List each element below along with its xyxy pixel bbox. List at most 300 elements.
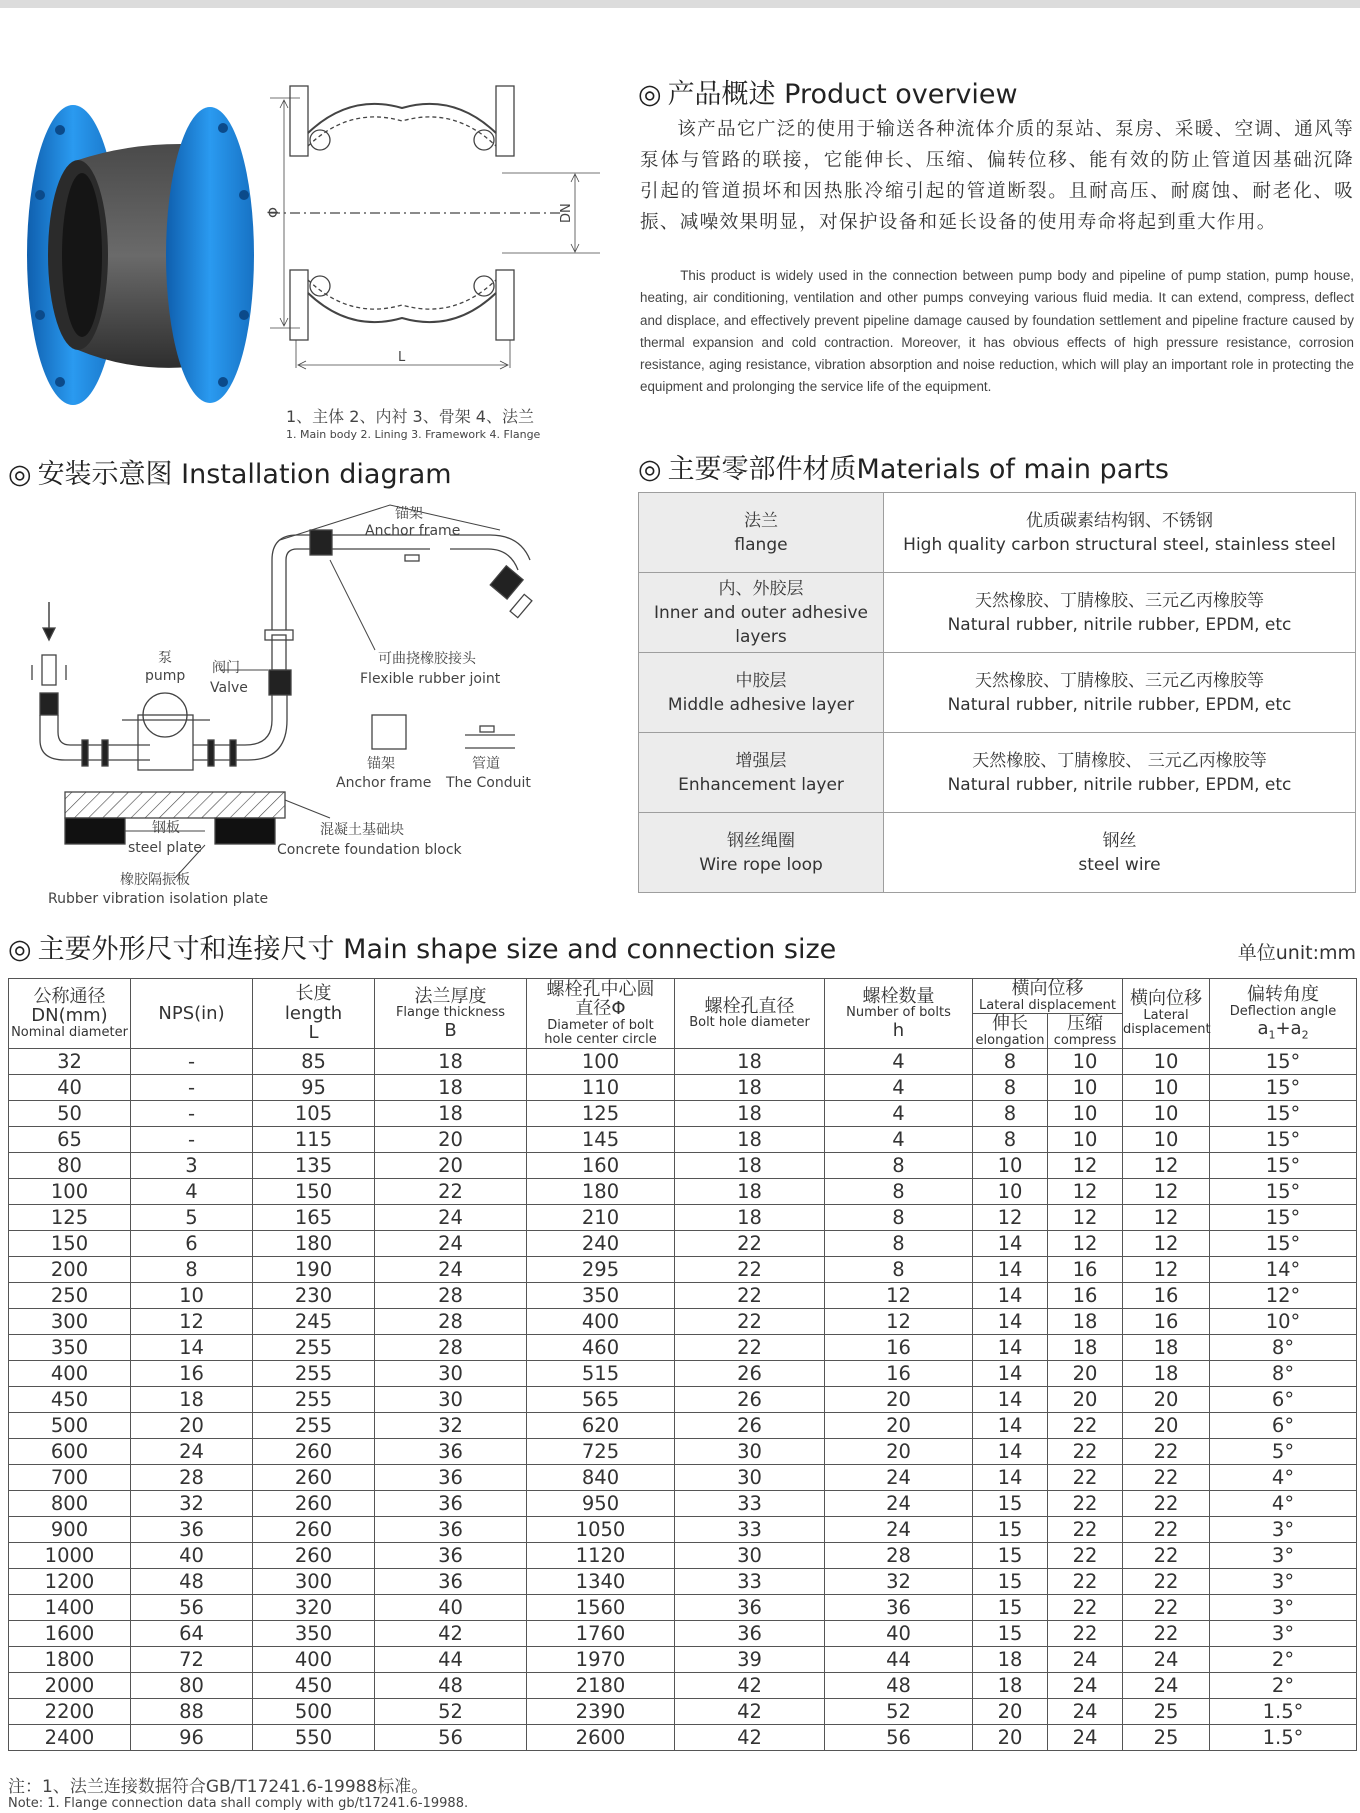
table-cell: 8 xyxy=(825,1257,973,1283)
table-cell: 6° xyxy=(1210,1413,1357,1439)
material-part: 钢丝绳圈 Wire rope loop xyxy=(639,813,884,893)
table-cell: 2000 xyxy=(9,1673,131,1699)
table-cell: 200 xyxy=(9,1257,131,1283)
table-cell: 32 xyxy=(375,1413,527,1439)
table-cell: 36 xyxy=(375,1465,527,1491)
table-cell: 14 xyxy=(973,1465,1048,1491)
table-cell: 5 xyxy=(131,1205,253,1231)
table-cell: 20 xyxy=(131,1413,253,1439)
table-cell: 33 xyxy=(675,1569,825,1595)
material-row xyxy=(639,493,1356,573)
table-cell: 40 xyxy=(375,1595,527,1621)
table-cell: 39 xyxy=(675,1647,825,1673)
table-cell: 22 xyxy=(1123,1517,1210,1543)
table-cell: 16 xyxy=(825,1361,973,1387)
table-cell: 28 xyxy=(375,1283,527,1309)
material-row xyxy=(639,733,1356,813)
table-cell: 1200 xyxy=(9,1569,131,1595)
table-row xyxy=(9,1595,1357,1621)
table-cell: 350 xyxy=(9,1335,131,1361)
table-cell: 80 xyxy=(9,1153,131,1179)
table-cell: 4 xyxy=(825,1075,973,1101)
table-cell: 4 xyxy=(825,1049,973,1075)
table-cell: 18 xyxy=(675,1101,825,1127)
table-cell: 15° xyxy=(1210,1127,1357,1153)
table-cell: 300 xyxy=(9,1309,131,1335)
table-cell: 2° xyxy=(1210,1673,1357,1699)
table-cell: 14 xyxy=(973,1335,1048,1361)
table-cell: 950 xyxy=(527,1491,675,1517)
table-cell: 56 xyxy=(825,1725,973,1751)
table-cell: 30 xyxy=(675,1543,825,1569)
drawing-caption-zh: 1、主体 2、内衬 3、骨架 4、法兰 xyxy=(286,407,534,426)
table-cell: 22 xyxy=(1048,1465,1123,1491)
table-row xyxy=(9,1205,1357,1231)
table-cell: 15 xyxy=(973,1543,1048,1569)
table-cell: 22 xyxy=(1048,1517,1123,1543)
table-cell: 36 xyxy=(375,1517,527,1543)
table-cell: 100 xyxy=(527,1049,675,1075)
table-cell: 10 xyxy=(1123,1049,1210,1075)
anchor2-label-en: Anchor frame xyxy=(336,775,432,791)
table-cell: 3 xyxy=(131,1153,253,1179)
table-cell: 12 xyxy=(1123,1231,1210,1257)
product-photo xyxy=(18,100,258,420)
table-cell: 12 xyxy=(973,1205,1048,1231)
table-cell: 12 xyxy=(1048,1179,1123,1205)
table-cell: 260 xyxy=(253,1465,375,1491)
table-cell: 26 xyxy=(675,1361,825,1387)
table-cell: 36 xyxy=(675,1595,825,1621)
table-cell: 18 xyxy=(131,1387,253,1413)
table-cell: 95 xyxy=(253,1075,375,1101)
table-cell: 48 xyxy=(131,1569,253,1595)
table-cell: 400 xyxy=(253,1647,375,1673)
table-cell: 22 xyxy=(675,1335,825,1361)
pump-label-zh: 泵 xyxy=(158,650,172,666)
table-cell: - xyxy=(131,1127,253,1153)
table-row xyxy=(9,1127,1357,1153)
conduit-label-en: The Conduit xyxy=(446,775,531,791)
table-cell: - xyxy=(131,1049,253,1075)
table-cell: 56 xyxy=(131,1595,253,1621)
table-cell: 4 xyxy=(131,1179,253,1205)
table-cell: 24 xyxy=(375,1257,527,1283)
overview-zh: 该产品它广泛的使用于输送各种流体介质的泵站、泵房、采暖、空调、通风等泵体与管路的联接，它能伸长、压缩、偏转位移、能有效的防止管道因基础沉降引起的管道损坏和因热胀冷缩引起的管道断裂。且耐高压、耐腐蚀、耐老化、吸振、减噪效果明显，对保护设备和延长设备的使用寿命将起到重大作用。 xyxy=(640,119,1354,233)
table-cell: 15 xyxy=(973,1595,1048,1621)
table-cell: 28 xyxy=(375,1335,527,1361)
table-cell: 840 xyxy=(527,1465,675,1491)
table-cell: 3° xyxy=(1210,1569,1357,1595)
table-cell: 6° xyxy=(1210,1387,1357,1413)
table-cell: 42 xyxy=(675,1673,825,1699)
table-cell: 400 xyxy=(9,1361,131,1387)
table-cell: 22 xyxy=(675,1309,825,1335)
table-cell: 15° xyxy=(1210,1179,1357,1205)
table-cell: 16 xyxy=(1048,1257,1123,1283)
table-cell: 18 xyxy=(1048,1335,1123,1361)
table-cell: 20 xyxy=(825,1413,973,1439)
table-cell: 8 xyxy=(973,1049,1048,1075)
table-cell: 22 xyxy=(1048,1595,1123,1621)
table-cell: 260 xyxy=(253,1517,375,1543)
table-cell: 32 xyxy=(9,1049,131,1075)
table-cell: 450 xyxy=(253,1673,375,1699)
install-title: ◎ 安装示意图 Installation diagram xyxy=(8,459,452,490)
table-cell: 150 xyxy=(9,1231,131,1257)
table-cell: 42 xyxy=(675,1699,825,1725)
table-cell: 300 xyxy=(253,1569,375,1595)
table-cell: 18 xyxy=(1123,1335,1210,1361)
table-cell: 65 xyxy=(9,1127,131,1153)
table-row xyxy=(9,1647,1357,1673)
table-cell: 10 xyxy=(1048,1049,1123,1075)
table-cell: 18 xyxy=(675,1075,825,1101)
table-cell: 2200 xyxy=(9,1699,131,1725)
table-cell: 135 xyxy=(253,1153,375,1179)
table-row xyxy=(9,1491,1357,1517)
table-cell: 10 xyxy=(973,1153,1048,1179)
table-cell: 8 xyxy=(973,1101,1048,1127)
table-cell: 24 xyxy=(1048,1673,1123,1699)
table-cell: 24 xyxy=(825,1465,973,1491)
table-cell: 28 xyxy=(375,1309,527,1335)
table-cell: 1760 xyxy=(527,1621,675,1647)
table-cell: 12 xyxy=(1048,1205,1123,1231)
table-cell: 14 xyxy=(973,1283,1048,1309)
table-cell: 3° xyxy=(1210,1595,1357,1621)
material-row xyxy=(639,813,1356,893)
materials-table xyxy=(638,492,1356,893)
table-row xyxy=(9,1621,1357,1647)
table-cell: 400 xyxy=(527,1309,675,1335)
table-cell: 125 xyxy=(9,1205,131,1231)
table-cell: 18 xyxy=(973,1673,1048,1699)
table-cell: 20 xyxy=(1123,1387,1210,1413)
table-cell: 255 xyxy=(253,1413,375,1439)
material-value: 天然橡胶、丁腈橡胶、 三元乙丙橡胶等 Natural rubber, nitrile rubber, EPDM, etc xyxy=(884,733,1356,813)
table-cell: 700 xyxy=(9,1465,131,1491)
table-row xyxy=(9,1439,1357,1465)
table-cell: 20 xyxy=(825,1439,973,1465)
table-cell: 72 xyxy=(131,1647,253,1673)
table-cell: 145 xyxy=(527,1127,675,1153)
table-cell: 20 xyxy=(1123,1413,1210,1439)
table-row xyxy=(9,1101,1357,1127)
table-cell: 18 xyxy=(675,1127,825,1153)
table-cell: 24 xyxy=(1048,1725,1123,1751)
table-cell: 10° xyxy=(1210,1309,1357,1335)
phi-label: Φ xyxy=(266,206,282,218)
table-cell: 15° xyxy=(1210,1049,1357,1075)
col-flange-thickness: 法兰厚度 Flange thickness B xyxy=(375,979,527,1049)
table-cell: 20 xyxy=(973,1725,1048,1751)
table-cell: 22 xyxy=(1123,1595,1210,1621)
table-cell: 450 xyxy=(9,1387,131,1413)
title-mark-icon: ◎ xyxy=(638,454,662,485)
col-dn: 公称通径 DN(mm) Nominal diameter xyxy=(9,979,131,1049)
table-cell: 1.5° xyxy=(1210,1725,1357,1751)
table-cell: 3° xyxy=(1210,1621,1357,1647)
table-cell: 500 xyxy=(9,1413,131,1439)
materials-title: ◎ 主要零部件材质Materials of main parts xyxy=(638,454,1169,485)
table-cell: 3° xyxy=(1210,1543,1357,1569)
table-cell: 25 xyxy=(1123,1725,1210,1751)
table-cell: 12 xyxy=(1048,1153,1123,1179)
table-cell: 26 xyxy=(675,1413,825,1439)
table-cell: 22 xyxy=(1123,1621,1210,1647)
table-cell: 18 xyxy=(675,1205,825,1231)
overview-title: ◎ 产品概述 Product overview xyxy=(638,79,1018,110)
table-cell: 22 xyxy=(1048,1491,1123,1517)
table-row xyxy=(9,1075,1357,1101)
table-cell: 88 xyxy=(131,1699,253,1725)
table-cell: 4 xyxy=(825,1127,973,1153)
table-cell: 16 xyxy=(131,1361,253,1387)
table-cell: 100 xyxy=(9,1179,131,1205)
table-cell: 52 xyxy=(825,1699,973,1725)
table-row xyxy=(9,1465,1357,1491)
table-cell: 12 xyxy=(1123,1205,1210,1231)
table-cell: 42 xyxy=(675,1725,825,1751)
table-cell: 4° xyxy=(1210,1465,1357,1491)
table-cell: 125 xyxy=(527,1101,675,1127)
drawing-caption-en: 1. Main body 2. Lining 3. Framework 4. Flange xyxy=(286,428,541,441)
col-lateral: 横向位移 Lateral displacement xyxy=(1123,979,1210,1049)
table-cell: 18 xyxy=(1048,1309,1123,1335)
table-row xyxy=(9,1543,1357,1569)
col-compress: 压缩 compress xyxy=(1048,1014,1123,1049)
table-cell: 14° xyxy=(1210,1257,1357,1283)
table-cell: 52 xyxy=(375,1699,527,1725)
table-cell: 30 xyxy=(375,1361,527,1387)
table-cell: 14 xyxy=(973,1439,1048,1465)
table-cell: 14 xyxy=(973,1413,1048,1439)
table-cell: 80 xyxy=(131,1673,253,1699)
table-cell: 12° xyxy=(1210,1283,1357,1309)
table-cell: 22 xyxy=(1123,1569,1210,1595)
table-cell: 15° xyxy=(1210,1101,1357,1127)
table-cell: 350 xyxy=(527,1283,675,1309)
table-row xyxy=(9,1283,1357,1309)
table-cell: 460 xyxy=(527,1335,675,1361)
table-cell: 320 xyxy=(253,1595,375,1621)
steel-plate-label-en: steel plate xyxy=(128,840,202,856)
table-cell: 105 xyxy=(253,1101,375,1127)
table-cell: 36 xyxy=(825,1595,973,1621)
table-cell: 255 xyxy=(253,1387,375,1413)
material-value: 钢丝 steel wire xyxy=(884,813,1356,893)
table-cell: 18 xyxy=(375,1101,527,1127)
rubber-plate-label-en: Rubber vibration isolation plate xyxy=(48,891,269,907)
table-cell: 22 xyxy=(1123,1465,1210,1491)
material-part: 中胶层 Middle adhesive layer xyxy=(639,653,884,733)
table-row xyxy=(9,1387,1357,1413)
table-cell: 8 xyxy=(131,1257,253,1283)
table-cell: 565 xyxy=(527,1387,675,1413)
table-cell: 85 xyxy=(253,1049,375,1075)
table-cell: 16 xyxy=(825,1335,973,1361)
table-cell: 150 xyxy=(253,1179,375,1205)
table-cell: 8 xyxy=(825,1153,973,1179)
table-row xyxy=(9,1725,1357,1751)
table-cell: 15 xyxy=(973,1517,1048,1543)
table-cell: 115 xyxy=(253,1127,375,1153)
table-cell: 25 xyxy=(1123,1699,1210,1725)
table-cell: 18 xyxy=(375,1049,527,1075)
table-cell: 260 xyxy=(253,1491,375,1517)
col-nps: NPS(in) xyxy=(131,979,253,1049)
table-cell: 44 xyxy=(825,1647,973,1673)
table-cell: 10 xyxy=(1048,1101,1123,1127)
table-cell: 260 xyxy=(253,1439,375,1465)
material-value: 天然橡胶、丁腈橡胶、三元乙丙橡胶等 Natural rubber, nitrile rubber, EPDM, etc xyxy=(884,573,1356,653)
table-cell: 22 xyxy=(1123,1439,1210,1465)
note-zh: 注：1、法兰连接数据符合GB/T17241.6-19988标准。 xyxy=(8,1777,429,1797)
table-cell: 12 xyxy=(1048,1231,1123,1257)
table-cell: 210 xyxy=(527,1205,675,1231)
table-cell: 10 xyxy=(973,1179,1048,1205)
table-cell: 1400 xyxy=(9,1595,131,1621)
table-cell: 15 xyxy=(973,1569,1048,1595)
dn-label: DN xyxy=(559,203,574,223)
table-cell: 14 xyxy=(973,1231,1048,1257)
table-cell: 245 xyxy=(253,1309,375,1335)
table-cell: 190 xyxy=(253,1257,375,1283)
table-cell: - xyxy=(131,1101,253,1127)
steel-plate-label-zh: 钢板 xyxy=(152,820,180,836)
dims-title: ◎ 主要外形尺寸和连接尺寸 Main shape size and connection size xyxy=(8,934,837,965)
table-cell: 1800 xyxy=(9,1647,131,1673)
concrete-label-zh: 混凝土基础块 xyxy=(320,822,404,838)
table-cell: 8 xyxy=(973,1127,1048,1153)
table-cell: 12 xyxy=(825,1283,973,1309)
table-cell: 30 xyxy=(675,1465,825,1491)
table-cell: 1.5° xyxy=(1210,1699,1357,1725)
table-cell: 24 xyxy=(1048,1647,1123,1673)
table-cell: 180 xyxy=(253,1231,375,1257)
table-cell: 15° xyxy=(1210,1205,1357,1231)
table-cell: 5° xyxy=(1210,1439,1357,1465)
material-row xyxy=(639,653,1356,733)
table-cell: 8 xyxy=(825,1205,973,1231)
table-cell: 8° xyxy=(1210,1335,1357,1361)
table-row xyxy=(9,1361,1357,1387)
table-cell: 620 xyxy=(527,1413,675,1439)
table-cell: - xyxy=(131,1075,253,1101)
table-cell: 22 xyxy=(675,1231,825,1257)
table-cell: 350 xyxy=(253,1621,375,1647)
table-cell: 30 xyxy=(675,1439,825,1465)
col-length: 长度 length L xyxy=(253,979,375,1049)
table-cell: 15 xyxy=(973,1491,1048,1517)
table-row xyxy=(9,1699,1357,1725)
material-value: 天然橡胶、丁腈橡胶、三元乙丙橡胶等 Natural rubber, nitrile rubber, EPDM, etc xyxy=(884,653,1356,733)
table-cell: 24 xyxy=(131,1439,253,1465)
table-cell: 15° xyxy=(1210,1075,1357,1101)
table-cell: 15° xyxy=(1210,1231,1357,1257)
table-cell: 26 xyxy=(675,1387,825,1413)
conduit-label-zh: 管道 xyxy=(472,756,500,772)
table-cell: 165 xyxy=(253,1205,375,1231)
table-cell: 22 xyxy=(1048,1569,1123,1595)
table-cell: 20 xyxy=(973,1699,1048,1725)
table-cell: 22 xyxy=(1048,1439,1123,1465)
table-row xyxy=(9,1517,1357,1543)
table-cell: 30 xyxy=(375,1387,527,1413)
table-cell: 36 xyxy=(675,1621,825,1647)
joint-label-en: Flexible rubber joint xyxy=(360,671,501,687)
table-cell: 36 xyxy=(375,1569,527,1595)
table-cell: 20 xyxy=(1048,1387,1123,1413)
table-cell: 14 xyxy=(973,1361,1048,1387)
col-bolt-circle: 螺栓孔中心圆 直径Φ Diameter of bolt hole center circle xyxy=(527,979,675,1049)
table-cell: 515 xyxy=(527,1361,675,1387)
table-row xyxy=(9,1153,1357,1179)
table-cell: 2600 xyxy=(527,1725,675,1751)
table-cell: 44 xyxy=(375,1647,527,1673)
table-cell: 10 xyxy=(1123,1075,1210,1101)
table-cell: 28 xyxy=(825,1543,973,1569)
table-cell: 36 xyxy=(375,1543,527,1569)
table-cell: 24 xyxy=(825,1517,973,1543)
table-row xyxy=(9,1179,1357,1205)
table-cell: 12 xyxy=(1123,1153,1210,1179)
table-cell: 14 xyxy=(973,1309,1048,1335)
table-cell: 14 xyxy=(973,1387,1048,1413)
table-cell: 18 xyxy=(675,1179,825,1205)
table-cell: 24 xyxy=(375,1205,527,1231)
table-cell: 32 xyxy=(131,1491,253,1517)
table-cell: 255 xyxy=(253,1361,375,1387)
table-cell: 40 xyxy=(9,1075,131,1101)
table-cell: 22 xyxy=(1048,1621,1123,1647)
table-cell: 24 xyxy=(1123,1647,1210,1673)
table-cell: 20 xyxy=(375,1127,527,1153)
table-cell: 16 xyxy=(1048,1283,1123,1309)
table-cell: 20 xyxy=(1048,1361,1123,1387)
table-row xyxy=(9,1309,1357,1335)
table-cell: 24 xyxy=(1123,1673,1210,1699)
table-cell: 800 xyxy=(9,1491,131,1517)
rubber-plate-label-zh: 橡胶隔振板 xyxy=(120,872,190,888)
anchor-frame-label-en: Anchor frame xyxy=(365,523,461,539)
material-part: 增强层 Enhancement layer xyxy=(639,733,884,813)
top-bar xyxy=(0,0,1360,8)
table-cell: 260 xyxy=(253,1543,375,1569)
table-cell: 255 xyxy=(253,1335,375,1361)
table-cell: 64 xyxy=(131,1621,253,1647)
table-row xyxy=(9,1049,1357,1075)
valve-label-en: Valve xyxy=(210,680,248,696)
table-cell: 4° xyxy=(1210,1491,1357,1517)
col-elongation: 伸长 elongation xyxy=(973,1014,1048,1049)
table-cell: 1970 xyxy=(527,1647,675,1673)
table-cell: 1560 xyxy=(527,1595,675,1621)
table-cell: 1050 xyxy=(527,1517,675,1543)
table-row xyxy=(9,1413,1357,1439)
table-cell: 3° xyxy=(1210,1517,1357,1543)
table-cell: 33 xyxy=(675,1517,825,1543)
table-cell: 12 xyxy=(825,1309,973,1335)
table-cell: 1600 xyxy=(9,1621,131,1647)
installation-diagram xyxy=(10,500,530,910)
table-cell: 1340 xyxy=(527,1569,675,1595)
table-cell: 96 xyxy=(131,1725,253,1751)
concrete-label-en: Concrete foundation block xyxy=(277,842,462,858)
note-en: Note: 1. Flange connection data shall comply with gb/t17241.6-19988. xyxy=(8,1796,469,1811)
col-bolt-number: 螺栓数量 Number of bolts h xyxy=(825,979,973,1049)
